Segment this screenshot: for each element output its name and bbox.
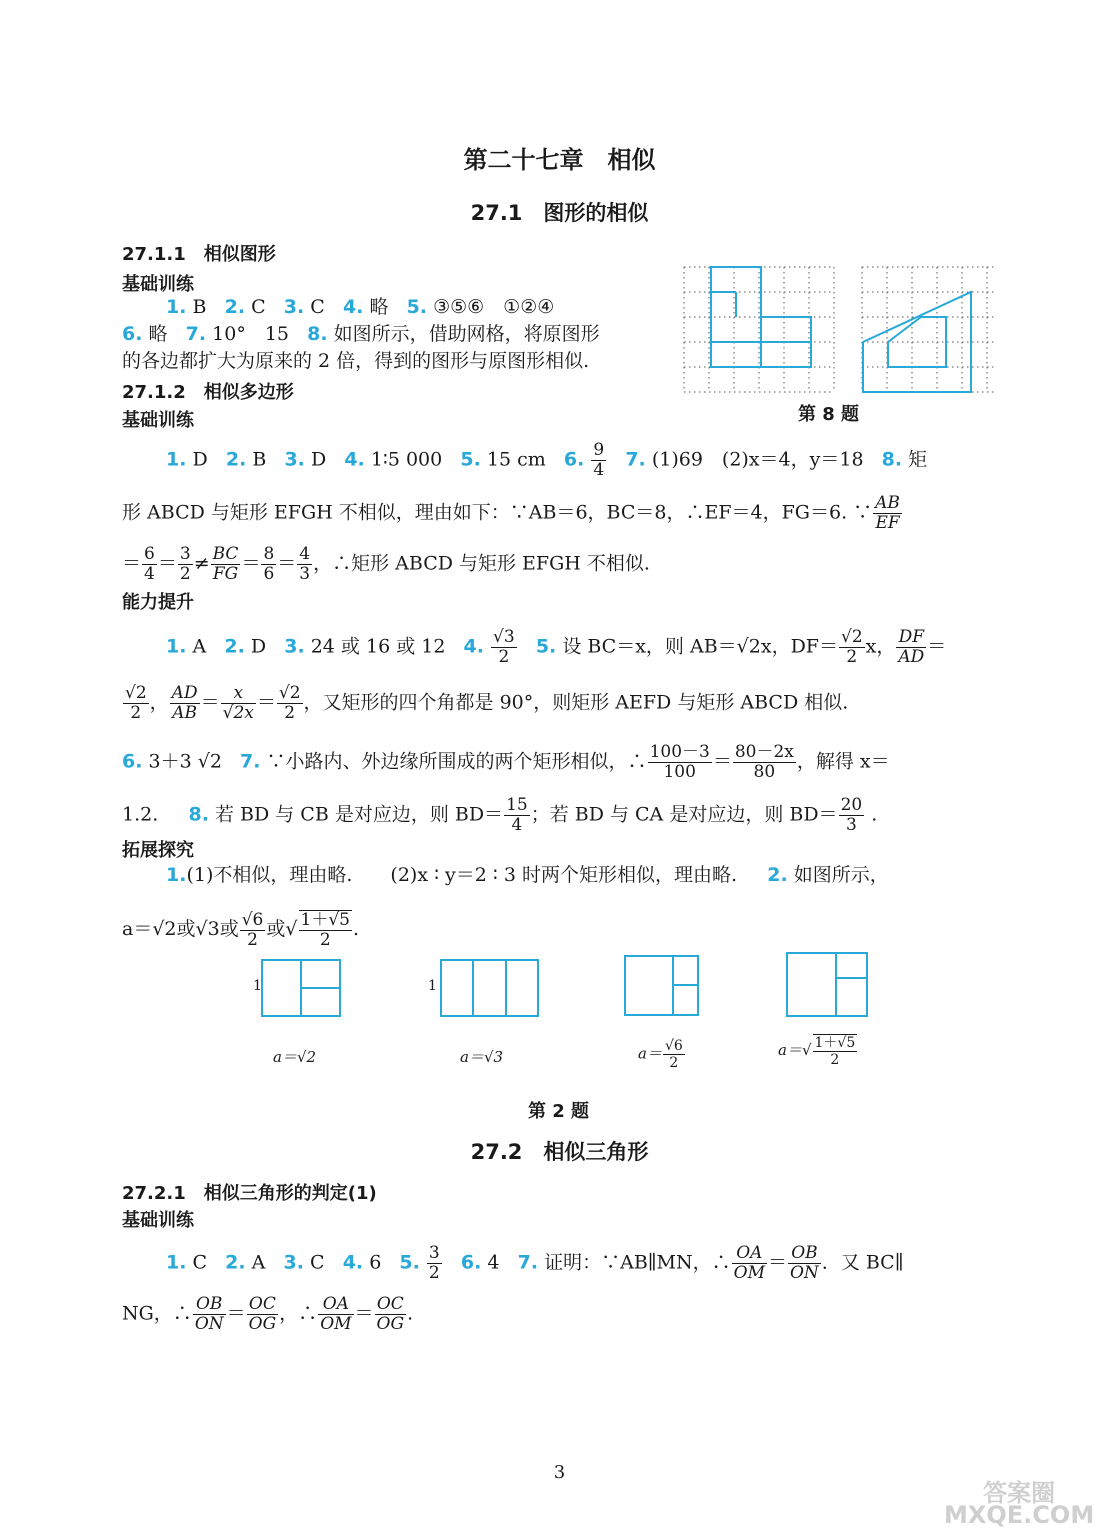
- heading-basic-1: 基础训练: [122, 274, 194, 295]
- watermark-logo: 答案圈 MXQE.COM: [944, 1479, 1095, 1529]
- answer-line-explore-b: a＝√2或√3或 $\frac{√6}{2}$ 或√ $\frac{1+√5}{2}$ .: [122, 909, 360, 950]
- subsection-27-2-1: 27.2.1 相似三角形的判定(1): [122, 1183, 377, 1204]
- rect-golden: [787, 953, 867, 1016]
- q-num: 1.: [166, 296, 187, 318]
- answer-line-27-1-2-b: 形 ABCD 与矩形 EFGH 不相似，理由如下：∵AB＝6，BC＝8，∴EF＝4，FG＝6. ∵ $\frac{AB}{EF}$: [122, 493, 900, 533]
- answer-line-27-1-1-b: 6. 略 7. 10° 15 8. 如图所示，借助网格，将原图形: [122, 323, 600, 345]
- fig2-label-4: a＝√ $\frac{1+√5}{2}$: [778, 1035, 856, 1068]
- side-label-1: 1: [253, 978, 262, 994]
- answer-line-ability-b: $\frac{√2}{2}$ ， $\frac{AD}{AB}$ ＝ $\frac{x}{√2x}$ ＝ $\frac{√2}{2}$ ，又矩形的四个角都是 90°，则矩形 AEFD 与矩形 ABCD 相似.: [125, 683, 849, 723]
- answer-line-ability-d: 1.2. 8. 若 BD 与 CB 是对应边，则 BD＝ $\frac{15}{4}$ ；若 BD 与 CA 是对应边，则 BD＝ $\frac{20}{3}$ .: [122, 795, 878, 835]
- fig2-label-3: a＝ $\frac{√6}{2}$: [638, 1038, 683, 1071]
- answer-line-27-1-2-a: 1. D 2. B 3. D 4. 1∶5 000 5. 15 cm 6. $\frac{9}{4}$ 7. (1)69 (2)x＝4，y＝18 8. 矩: [166, 440, 928, 480]
- section-27-1-title: 27.1 图形的相似: [470, 201, 649, 225]
- answer-line-ability-c: 6. 3＋3 √2 7. ∵小路内、外边缘所围成的两个矩形相似，∴ $\frac{100-3}{100}$ ＝ $\frac{80-2x}{80}$ ，解得 x＝: [122, 742, 890, 782]
- figure-q8: [676, 262, 1001, 397]
- heading-explore: 拓展探究: [122, 840, 194, 861]
- chapter-title: 第二十七章 相似: [463, 146, 656, 174]
- q-num: 3.: [283, 296, 305, 318]
- subsection-27-1-1: 27.1.1 相似图形: [122, 244, 276, 265]
- answer-line-27-1-1-c: 的各边都扩大为原来的 2 倍，得到的图形与原图形相似.: [122, 350, 590, 372]
- rect-sqrt3: [441, 960, 538, 1016]
- heading-basic-3: 基础训练: [122, 1210, 194, 1231]
- answer-line-ability-a: 1. A 2. D 3. 24 或 16 或 12 4. $\frac{√3}{2}$ 5. 设 BC＝x，则 AB＝√2x，DF＝ $\frac{√2}{2}$ x， $\frac{DF}{AD}$ ＝: [166, 627, 947, 667]
- section-27-2-title: 27.2 相似三角形: [470, 1140, 649, 1164]
- subsection-27-1-2: 27.1.2 相似多边形: [122, 382, 294, 403]
- figure-q2: [245, 950, 885, 1030]
- fig2-label-1: a＝√2: [273, 1048, 317, 1066]
- heading-basic-2: 基础训练: [122, 410, 194, 431]
- q-num: 4.: [342, 296, 364, 318]
- figure-q2-caption: 第 2 题: [528, 1101, 590, 1122]
- page-number: 3: [553, 1462, 566, 1483]
- side-label-2: 1: [428, 978, 437, 994]
- figure-q8-caption: 第 8 题: [798, 404, 860, 425]
- answer-line-27-1-2-c: ＝ $\frac{6}{4}$ ＝ $\frac{3}{2}$ ≠ $\frac{BC}{FG}$ ＝ $\frac{8}{6}$ ＝ $\frac{4}{3}$ ，∴矩形 ABCD 与矩形 EFGH 不相似.: [122, 544, 650, 584]
- q-num: 5.: [406, 296, 428, 318]
- heading-ability: 能力提升: [122, 592, 194, 613]
- answer-line-27-2-1-b: NG，∴ $\frac{OB}{ON}$ ＝ $\frac{OC}{OG}$ ，∴ $\frac{OA}{OM}$ ＝ $\frac{OC}{OG}$ .: [122, 1294, 414, 1334]
- q-num: 2.: [224, 296, 246, 318]
- answer-line-explore-a: 1.(1)不相似，理由略. (2)x ∶ y＝2 ∶ 3 时两个矩形相似，理由略. 2. 如图所示，: [166, 864, 889, 886]
- fig2-label-2: a＝√3: [460, 1048, 504, 1066]
- answer-line-27-2-1-a: 1. C 2. A 3. C 4. 6 5. $\frac{3}{2}$ 6. 4 7. 证明：∵AB∥MN，∴ $\frac{OA}{OM}$ ＝ $\frac{OB}{ON}$ ．又 BC∥: [166, 1243, 904, 1283]
- answer-line-27-1-1-a: 1. B 2. C 3. C 4. 略 5. ③⑤⑥ ①②④: [166, 296, 555, 318]
